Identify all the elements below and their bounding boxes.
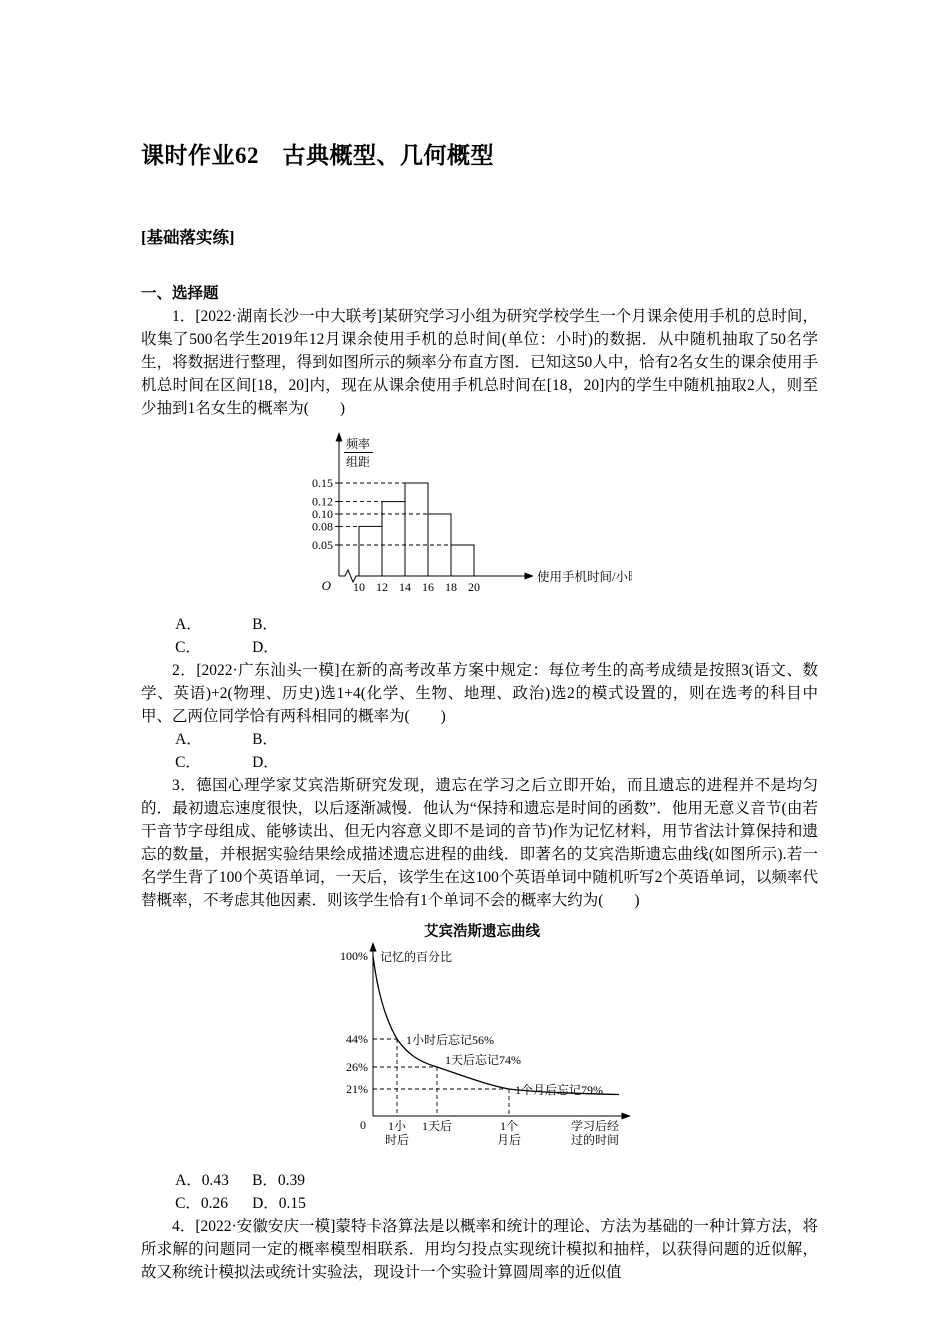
q1-frequency-histogram: [287, 426, 818, 611]
question-3-text: 3．德国心理学家艾宾浩斯研究发现，遗忘在学习之后立即开始，而且遗忘的进程并不是均匀的．最初遗忘速度很快，以后逐渐减慢．他认为“保持和遗忘是时间的函数”．他用无意义音节(由若干音节字母组成、能够读出、但无内容意义即不是词的音节)作为记忆材料，用节省法计算保持和遗忘的数量，并根据实验结果绘成描述遗忘进程的曲线．即著名的艾宾浩斯遗忘曲线(如图所示).若一名学生背了100个英语单词，一天后，该学生在这100个英语单词中随机听写2个英语单词，以频率代替概率，不考虑其他因素．则该学生恰有1个单词不会的概率大约为( ): [141, 777, 818, 909]
svg-text:使用手机时间/小时: 使用手机时间/小时: [537, 570, 632, 584]
svg-text:0.10: 0.10: [312, 507, 333, 521]
option-2c: C．: [175, 754, 201, 771]
svg-text:21%: 21%: [346, 1082, 368, 1096]
question-4-text: 4．[2022·安徽安庆一模]蒙特卡洛算法是以概率和统计的理论、方法为基础的一种计算方法，将所求解的问题同一定的概率模型相联系．用均匀投点实现统计模拟和抽样，以获得问题的近似解，故又称统计模拟法或统计实验法，现设计一个实验计算圆周率的近似值: [141, 1218, 818, 1281]
svg-text:月后: 月后: [496, 1133, 522, 1147]
page-title: 课时作业62 古典概型、几何概型: [141, 143, 494, 168]
svg-text:1小: 1小: [387, 1119, 407, 1133]
option-row: [175, 1169, 818, 1192]
option-row: [175, 636, 818, 659]
option-row: [175, 728, 818, 751]
svg-text:14: 14: [399, 580, 411, 594]
question-1-options: [175, 613, 818, 659]
option-3a: A．0.43: [175, 1172, 229, 1189]
svg-text:频率: 频率: [346, 437, 371, 451]
svg-text:记忆的百分比: 记忆的百分比: [380, 950, 453, 964]
option-row: [175, 613, 818, 636]
svg-text:0.15: 0.15: [312, 476, 333, 490]
svg-text:1个月后忘记79%: 1个月后忘记79%: [515, 1083, 603, 1097]
svg-text:O: O: [321, 578, 331, 593]
option-1a: A．: [175, 616, 202, 633]
svg-text:1天后忘记74%: 1天后忘记74%: [445, 1053, 521, 1067]
svg-text:0: 0: [360, 1118, 366, 1132]
svg-text:0.08: 0.08: [312, 519, 333, 534]
svg-text:组距: 组距: [346, 455, 371, 469]
question-2-options: [175, 728, 818, 774]
question-3-options: [175, 1169, 818, 1215]
q3-forgetting-curve-figure: [327, 920, 818, 1167]
frequency-histogram-chart: [287, 426, 632, 604]
svg-text:1天后: 1天后: [421, 1119, 453, 1133]
svg-text:时后: 时后: [384, 1133, 410, 1147]
option-2b: B．: [252, 731, 278, 748]
question-1-text: 1．[2022·湖南长沙一中大联考]某研究学习小组为研究学校学生一个月课余使用手机的总时间，收集了500名学生2019年12月课余使用手机的总时间(单位：小时)的数据．从中随机抽取了50名学生，将数据进行整理，得到如图所示的频率分布直方图．已知这50人中，恰有2名女生的课余使用手机总时间在区间[18，20]内，现在从课余使用手机总时间在[18，20]内的学生中随机抽取2人，则至少抽到1名女生的概率为( ): [141, 308, 818, 417]
svg-text:20: 20: [468, 580, 480, 594]
option-3b: B．0.39: [252, 1172, 306, 1189]
svg-text:44%: 44%: [346, 1032, 368, 1046]
svg-text:1小时后忘记56%: 1小时后忘记56%: [406, 1033, 494, 1047]
section-header: [基础落实练]: [141, 228, 235, 247]
option-3c: C．0.26: [175, 1195, 229, 1212]
option-1b: B．: [252, 616, 278, 633]
svg-text:18: 18: [445, 580, 457, 594]
option-1c: C．: [175, 639, 201, 656]
svg-text:12: 12: [376, 580, 388, 594]
svg-text:0.12: 0.12: [312, 494, 333, 509]
svg-text:100%: 100%: [340, 949, 368, 963]
svg-text:10: 10: [353, 580, 365, 594]
option-3d: D．0.15: [252, 1195, 306, 1212]
svg-text:0.05: 0.05: [312, 538, 333, 552]
option-1d: D．: [252, 639, 279, 656]
option-2d: D．: [252, 754, 279, 771]
option-2a: A．: [175, 731, 202, 748]
question-2-text: 2．[2022·广东汕头一模]在新的高考改革方案中规定：每位考生的高考成绩是按照3(语文、数学、英语)+2(物理、历史)选1+4(化学、生物、地理、政治)选2的模式设置的，则在选考的科目中甲、乙两位同学恰有两科相同的概率为( ): [141, 662, 818, 725]
svg-text:学习后经: 学习后经: [570, 1119, 620, 1133]
option-row: [175, 1192, 818, 1215]
ebbinghaus-curve-chart: [327, 920, 672, 1160]
option-row: [175, 751, 818, 774]
svg-text:过的时间: 过的时间: [570, 1133, 620, 1147]
svg-text:16: 16: [422, 580, 434, 594]
svg-text:26%: 26%: [346, 1060, 368, 1074]
svg-text:1个: 1个: [499, 1119, 519, 1133]
svg-text:艾宾浩斯遗忘曲线: 艾宾浩斯遗忘曲线: [424, 924, 540, 940]
subsection-header: 一、选择题: [141, 285, 219, 302]
